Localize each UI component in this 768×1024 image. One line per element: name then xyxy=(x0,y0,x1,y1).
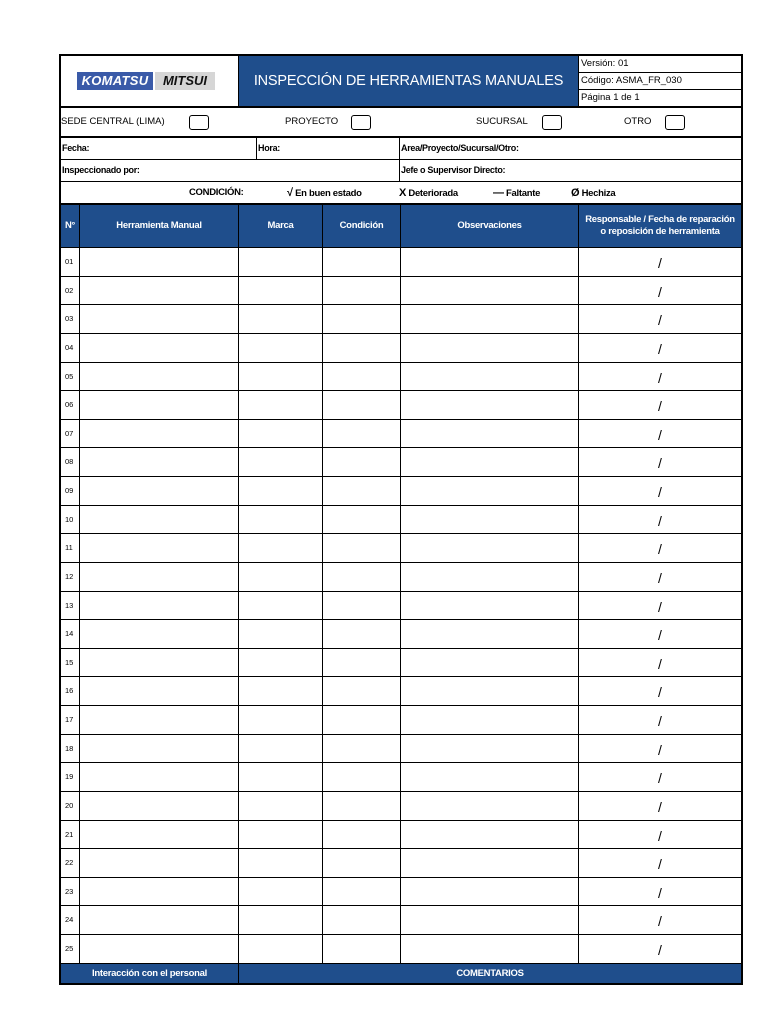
row-number: 03 xyxy=(61,305,80,333)
responsible-cell[interactable]: / xyxy=(658,398,662,415)
observations-cell[interactable] xyxy=(401,305,579,333)
good-label: En buen estado xyxy=(295,188,362,199)
missing-label: Faltante xyxy=(506,188,541,199)
table-row xyxy=(61,648,741,677)
date-row xyxy=(61,138,741,160)
table-header xyxy=(61,205,741,247)
observations-cell[interactable] xyxy=(401,277,579,305)
responsible-cell[interactable]: / xyxy=(658,484,662,500)
observations-cell[interactable] xyxy=(401,935,579,963)
komatsu-logo: KOMATSU xyxy=(77,72,153,90)
condition-cell[interactable] xyxy=(323,363,401,391)
observations-cell[interactable] xyxy=(401,792,579,820)
brand-cell[interactable] xyxy=(239,706,323,734)
condition-label: CONDICIÓN: xyxy=(189,187,244,198)
condition-cell[interactable] xyxy=(323,248,401,276)
brand-cell[interactable] xyxy=(239,821,323,849)
row-number: 23 xyxy=(61,878,80,906)
row-number: 13 xyxy=(61,592,80,620)
bad-label: Deteriorada xyxy=(408,188,458,199)
otro-checkbox[interactable] xyxy=(665,115,685,130)
inspector-row xyxy=(61,160,741,182)
tool-cell[interactable] xyxy=(80,477,239,505)
tool-cell[interactable] xyxy=(80,849,239,877)
tool-cell[interactable] xyxy=(80,821,239,849)
observations-cell[interactable] xyxy=(401,420,579,448)
brand-cell[interactable] xyxy=(239,420,323,448)
hora-field[interactable]: Hora: xyxy=(258,143,281,153)
table-row xyxy=(61,905,741,934)
condition-cell[interactable] xyxy=(323,849,401,877)
row-number: 19 xyxy=(61,763,80,791)
table-row xyxy=(61,619,741,648)
table-row xyxy=(61,419,741,448)
table-row xyxy=(61,304,741,333)
brand-cell[interactable] xyxy=(239,305,323,333)
brand-cell[interactable] xyxy=(239,735,323,763)
row-number: 16 xyxy=(61,677,80,705)
tool-cell[interactable] xyxy=(80,735,239,763)
footer-comments: COMENTARIOS xyxy=(456,968,524,979)
tool-cell[interactable] xyxy=(80,706,239,734)
observations-cell[interactable] xyxy=(401,763,579,791)
condition-cell[interactable] xyxy=(323,305,401,333)
col-brand: Marca xyxy=(239,205,323,247)
inspection-form xyxy=(59,54,743,985)
table-row xyxy=(61,476,741,505)
row-number: 01 xyxy=(61,248,80,276)
observations-cell[interactable] xyxy=(401,821,579,849)
empty-set-icon: Ø xyxy=(571,187,580,199)
brand-cell[interactable] xyxy=(239,248,323,276)
col-condition: Condición xyxy=(323,205,401,247)
table-row xyxy=(61,247,741,276)
brand-cell[interactable] xyxy=(239,563,323,591)
sede-label: SEDE CENTRAL (LIMA) xyxy=(61,116,165,127)
observations-cell[interactable] xyxy=(401,248,579,276)
brand-cell[interactable] xyxy=(239,534,323,562)
responsible-cell[interactable]: / xyxy=(658,312,662,329)
table-footer xyxy=(61,963,741,983)
brand-cell[interactable] xyxy=(239,363,323,391)
condition-cell[interactable] xyxy=(323,735,401,763)
table-row xyxy=(61,791,741,820)
tool-cell[interactable] xyxy=(80,906,239,934)
responsible-cell[interactable]: / xyxy=(658,598,662,615)
tool-cell[interactable] xyxy=(80,935,239,963)
observations-cell[interactable] xyxy=(401,878,579,906)
responsible-cell[interactable]: / xyxy=(658,283,662,300)
tool-cell[interactable] xyxy=(80,878,239,906)
responsible-cell[interactable]: / xyxy=(658,569,662,586)
condition-cell[interactable] xyxy=(323,506,401,534)
table-row xyxy=(61,276,741,305)
brand-cell[interactable] xyxy=(239,649,323,677)
observations-cell[interactable] xyxy=(401,649,579,677)
table-row xyxy=(61,820,741,849)
row-number: 20 xyxy=(61,792,80,820)
row-number: 10 xyxy=(61,506,80,534)
otro-label: OTRO xyxy=(624,116,652,127)
responsible-cell[interactable]: / xyxy=(658,942,662,958)
sede-checkbox[interactable] xyxy=(189,115,209,130)
jefe-field[interactable]: Jefe o Supervisor Directo: xyxy=(401,165,506,175)
observations-cell[interactable] xyxy=(401,363,579,391)
observations-cell[interactable] xyxy=(401,477,579,505)
tool-cell[interactable] xyxy=(80,592,239,620)
tool-cell[interactable] xyxy=(80,506,239,534)
form-title: INSPECCIÓN DE HERRAMIENTAS MANUALES xyxy=(239,56,579,106)
responsible-cell[interactable]: / xyxy=(658,369,662,386)
row-number: 18 xyxy=(61,735,80,763)
table-row xyxy=(61,591,741,620)
tool-cell[interactable] xyxy=(80,448,239,476)
tool-cell[interactable] xyxy=(80,363,239,391)
responsible-cell[interactable]: / xyxy=(658,340,662,357)
observations-cell[interactable] xyxy=(401,677,579,705)
responsible-cell[interactable]: / xyxy=(658,713,662,729)
brand-cell[interactable] xyxy=(239,935,323,963)
footer-left: Interacción con el personal xyxy=(61,964,239,983)
row-number: 07 xyxy=(61,420,80,448)
tool-cell[interactable] xyxy=(80,248,239,276)
brand-cell[interactable] xyxy=(239,334,323,362)
responsible-cell[interactable]: / xyxy=(658,512,662,529)
row-number: 08 xyxy=(61,448,80,476)
observations-cell[interactable] xyxy=(401,620,579,648)
row-number: 17 xyxy=(61,706,80,734)
tool-cell[interactable] xyxy=(80,391,239,419)
brand-cell[interactable] xyxy=(239,477,323,505)
proyecto-label: PROYECTO xyxy=(285,116,339,127)
observations-cell[interactable] xyxy=(401,563,579,591)
observations-cell[interactable] xyxy=(401,448,579,476)
made-label: Hechiza xyxy=(581,188,616,199)
responsible-cell[interactable]: / xyxy=(658,541,662,558)
proyecto-checkbox[interactable] xyxy=(351,115,371,130)
observations-cell[interactable] xyxy=(401,592,579,620)
check-icon: √ xyxy=(287,187,293,199)
responsible-cell[interactable]: / xyxy=(658,455,662,472)
brand-cell[interactable] xyxy=(239,448,323,476)
observations-cell[interactable] xyxy=(401,849,579,877)
observations-cell[interactable] xyxy=(401,334,579,362)
row-number: 15 xyxy=(61,649,80,677)
tool-cell[interactable] xyxy=(80,420,239,448)
brand-cell[interactable] xyxy=(239,792,323,820)
x-icon: X xyxy=(399,187,407,199)
condition-cell[interactable] xyxy=(323,420,401,448)
table-row xyxy=(61,447,741,476)
tool-cell[interactable] xyxy=(80,563,239,591)
condition-cell[interactable] xyxy=(323,763,401,791)
form-header xyxy=(61,56,741,108)
brand-cell[interactable] xyxy=(239,906,323,934)
tool-cell[interactable] xyxy=(80,677,239,705)
condition-cell[interactable] xyxy=(323,592,401,620)
table-row xyxy=(61,934,741,963)
observations-cell[interactable] xyxy=(401,534,579,562)
col-num: N° xyxy=(61,205,80,247)
condition-cell[interactable] xyxy=(323,391,401,419)
condition-cell[interactable] xyxy=(323,677,401,705)
table-row xyxy=(61,676,741,705)
condition-cell[interactable] xyxy=(323,534,401,562)
col-tool: Herramienta Manual xyxy=(80,205,239,247)
table-row xyxy=(61,533,741,562)
row-number: 09 xyxy=(61,477,80,505)
responsible-cell[interactable]: / xyxy=(658,856,662,873)
document-meta xyxy=(579,56,741,106)
condition-cell[interactable] xyxy=(323,821,401,849)
condition-cell[interactable] xyxy=(323,448,401,476)
brand-cell[interactable] xyxy=(239,620,323,648)
dash-icon: — xyxy=(493,187,504,199)
responsible-cell[interactable]: / xyxy=(658,798,662,815)
condition-cell[interactable] xyxy=(323,792,401,820)
condition-cell[interactable] xyxy=(323,649,401,677)
brand-cell[interactable] xyxy=(239,878,323,906)
row-number: 21 xyxy=(61,821,80,849)
area-field[interactable]: Area/Proyecto/Sucursal/Otro: xyxy=(401,143,519,153)
version-label: Versión: 01 xyxy=(579,56,741,73)
brand-cell[interactable] xyxy=(239,677,323,705)
table-row xyxy=(61,333,741,362)
responsible-cell[interactable]: / xyxy=(658,741,662,758)
table-row xyxy=(61,362,741,391)
responsible-cell[interactable]: / xyxy=(658,684,662,701)
row-number: 06 xyxy=(61,391,80,419)
sucursal-checkbox[interactable] xyxy=(542,115,562,130)
table-row xyxy=(61,505,741,534)
responsible-cell[interactable]: / xyxy=(658,426,662,443)
tool-cell[interactable] xyxy=(80,763,239,791)
table-row xyxy=(61,877,741,906)
brand-cell[interactable] xyxy=(239,391,323,419)
observations-cell[interactable] xyxy=(401,391,579,419)
responsible-cell[interactable]: / xyxy=(658,627,662,644)
condition-cell[interactable] xyxy=(323,906,401,934)
row-number: 12 xyxy=(61,563,80,591)
responsible-cell[interactable]: / xyxy=(658,655,662,672)
table-row xyxy=(61,762,741,791)
brand-cell[interactable] xyxy=(239,277,323,305)
row-number: 24 xyxy=(61,906,80,934)
row-number: 02 xyxy=(61,277,80,305)
row-number: 22 xyxy=(61,849,80,877)
tool-cell[interactable] xyxy=(80,277,239,305)
table-row xyxy=(61,734,741,763)
tool-cell[interactable] xyxy=(80,334,239,362)
brand-cell[interactable] xyxy=(239,849,323,877)
logo-cell xyxy=(61,56,239,106)
condition-cell[interactable] xyxy=(323,620,401,648)
responsible-cell[interactable]: / xyxy=(658,827,662,844)
responsible-cell[interactable]: / xyxy=(658,884,662,901)
tool-cell[interactable] xyxy=(80,620,239,648)
inspeccionado-field[interactable]: Inspeccionado por: xyxy=(62,165,140,175)
col-observations: Observaciones xyxy=(401,205,579,247)
row-number: 11 xyxy=(61,534,80,562)
condition-cell[interactable] xyxy=(323,477,401,505)
tool-cell[interactable] xyxy=(80,792,239,820)
condition-cell[interactable] xyxy=(323,935,401,963)
page-label: Página 1 de 1 xyxy=(581,92,640,103)
row-number: 05 xyxy=(61,363,80,391)
condition-legend xyxy=(61,182,741,205)
tool-cell[interactable] xyxy=(80,649,239,677)
location-row xyxy=(61,108,741,138)
tool-cell[interactable] xyxy=(80,534,239,562)
row-number: 14 xyxy=(61,620,80,648)
responsible-cell[interactable]: / xyxy=(658,913,662,930)
condition-cell[interactable] xyxy=(323,334,401,362)
table-row xyxy=(61,390,741,419)
observations-cell[interactable] xyxy=(401,506,579,534)
row-number: 04 xyxy=(61,334,80,362)
responsible-cell[interactable]: / xyxy=(658,255,662,271)
mitsui-logo: MITSUI xyxy=(155,72,215,90)
brand-cell[interactable] xyxy=(239,592,323,620)
tool-cell[interactable] xyxy=(80,305,239,333)
condition-cell[interactable] xyxy=(323,878,401,906)
table-row xyxy=(61,562,741,591)
brand-cell[interactable] xyxy=(239,506,323,534)
observations-cell[interactable] xyxy=(401,906,579,934)
condition-cell[interactable] xyxy=(323,277,401,305)
responsible-cell[interactable]: / xyxy=(658,770,662,787)
row-number: 25 xyxy=(61,935,80,963)
observations-cell[interactable] xyxy=(401,735,579,763)
sucursal-label: SUCURSAL xyxy=(476,116,528,127)
table-body xyxy=(61,247,741,963)
col-responsible: Responsable / Fecha de reparación o reposición de herramienta xyxy=(585,214,735,237)
condition-cell[interactable] xyxy=(323,563,401,591)
table-row xyxy=(61,705,741,734)
table-row xyxy=(61,848,741,877)
code-label: Código: ASMA_FR_030 xyxy=(579,73,741,90)
brand-cell[interactable] xyxy=(239,763,323,791)
condition-cell[interactable] xyxy=(323,706,401,734)
fecha-field[interactable]: Fecha: xyxy=(62,143,90,153)
observations-cell[interactable] xyxy=(401,706,579,734)
